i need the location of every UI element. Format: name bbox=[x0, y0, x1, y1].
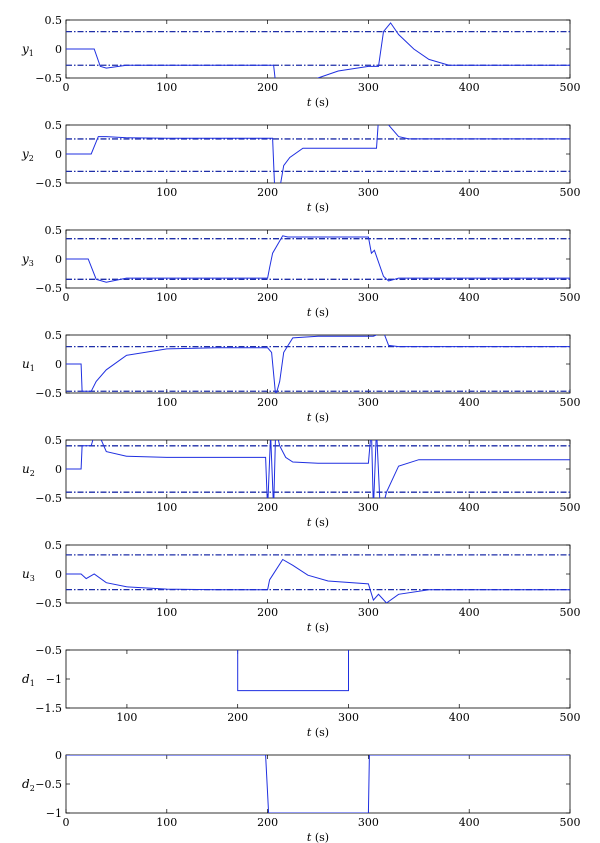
plot-frame bbox=[66, 755, 570, 813]
x-tick-label: 400 bbox=[458, 291, 480, 304]
y-tick-label: 0.5 bbox=[44, 119, 62, 132]
y-tick-label: 0 bbox=[55, 253, 62, 266]
panel-y2 bbox=[0, 105, 600, 214]
x-tick-label: 400 bbox=[458, 816, 480, 829]
x-tick-label: 500 bbox=[559, 186, 581, 199]
y-tick-label: 0.5 bbox=[44, 539, 62, 552]
y-tick-label: 0 bbox=[55, 358, 62, 371]
y-tick-label: −1.5 bbox=[35, 702, 62, 715]
y-tick-label: −0.5 bbox=[35, 387, 62, 400]
x-axis-label: t (s) bbox=[306, 831, 330, 843]
y-tick-label: 0 bbox=[55, 749, 62, 762]
y-tick-label: 0 bbox=[55, 43, 62, 56]
x-tick-label: 200 bbox=[257, 606, 279, 619]
x-tick-label: 300 bbox=[357, 81, 379, 94]
x-tick-label: 100 bbox=[156, 396, 178, 409]
x-tick-label: 300 bbox=[337, 711, 359, 724]
x-tick-label: 300 bbox=[357, 501, 379, 514]
series-line bbox=[66, 332, 570, 396]
series-line bbox=[66, 560, 570, 604]
x-axis-label: t (s) bbox=[306, 96, 330, 109]
x-tick-label: 0 bbox=[62, 291, 70, 304]
x-tick-label: 300 bbox=[357, 396, 379, 409]
x-tick-label: 300 bbox=[357, 816, 379, 829]
y-tick-label: −0.5 bbox=[35, 492, 62, 505]
panel-y3 bbox=[0, 210, 600, 319]
x-tick-label: 300 bbox=[357, 186, 379, 199]
x-tick-label: 100 bbox=[116, 711, 138, 724]
y-axis-label: $d_2$ bbox=[22, 777, 35, 793]
y-tick-label: −0.5 bbox=[35, 778, 62, 791]
panel-y1 bbox=[0, 0, 600, 109]
y-axis-label: $y_2$ bbox=[22, 147, 34, 163]
x-tick-label: 100 bbox=[156, 81, 178, 94]
x-tick-label: 100 bbox=[156, 291, 178, 304]
x-tick-label: 500 bbox=[559, 816, 581, 829]
series-line bbox=[66, 236, 570, 282]
x-tick-label: 100 bbox=[156, 186, 178, 199]
plot-frame bbox=[66, 125, 570, 183]
x-tick-label: 0 bbox=[62, 81, 70, 94]
x-tick-label: 400 bbox=[458, 186, 480, 199]
plot-frame bbox=[66, 20, 570, 78]
x-axis-label: t (s) bbox=[306, 411, 330, 424]
x-tick-label: 400 bbox=[448, 711, 470, 724]
y-axis-label: $u_3$ bbox=[22, 567, 35, 583]
y-tick-label: −0.5 bbox=[35, 282, 62, 295]
y-tick-label: 0.5 bbox=[44, 434, 62, 447]
y-tick-label: 0 bbox=[55, 568, 62, 581]
y-tick-label: 0 bbox=[55, 148, 62, 161]
x-tick-label: 200 bbox=[257, 81, 279, 94]
y-axis-label: $d_1$ bbox=[22, 672, 35, 688]
plot-frame bbox=[66, 335, 570, 393]
plot-frame bbox=[66, 440, 570, 498]
x-axis-label: t (s) bbox=[306, 621, 330, 634]
plot-frame bbox=[66, 650, 570, 708]
panel-u2 bbox=[0, 420, 600, 529]
x-tick-label: 500 bbox=[559, 711, 581, 724]
x-tick-label: 500 bbox=[559, 81, 581, 94]
x-axis-label: t (s) bbox=[306, 516, 330, 529]
x-tick-label: 500 bbox=[559, 606, 581, 619]
x-tick-label: 200 bbox=[227, 711, 249, 724]
y-tick-label: −0.5 bbox=[35, 177, 62, 190]
plot-frame bbox=[66, 545, 570, 603]
y-tick-label: −0.5 bbox=[35, 72, 62, 85]
x-tick-label: 400 bbox=[458, 396, 480, 409]
x-tick-label: 0 bbox=[62, 816, 70, 829]
x-tick-label: 200 bbox=[257, 396, 279, 409]
x-axis-label: t (s) bbox=[306, 306, 330, 319]
y-tick-label: −0.5 bbox=[35, 597, 62, 610]
panel-d1 bbox=[0, 630, 600, 739]
y-axis-label: $y_1$ bbox=[22, 42, 34, 58]
x-tick-label: 100 bbox=[156, 816, 178, 829]
x-tick-label: 400 bbox=[458, 81, 480, 94]
y-tick-label: 0.5 bbox=[44, 14, 62, 27]
x-tick-label: 400 bbox=[458, 501, 480, 514]
series-line bbox=[66, 428, 570, 515]
x-tick-label: 500 bbox=[559, 501, 581, 514]
y-tick-label: −0.5 bbox=[35, 644, 62, 657]
x-tick-label: 200 bbox=[257, 816, 279, 829]
series-line bbox=[66, 119, 570, 189]
x-tick-label: 500 bbox=[559, 291, 581, 304]
x-tick-label: 400 bbox=[458, 606, 480, 619]
x-axis-label: t (s) bbox=[306, 201, 330, 214]
series-line bbox=[66, 755, 570, 813]
x-tick-label: 200 bbox=[257, 291, 279, 304]
x-tick-label: 500 bbox=[559, 396, 581, 409]
y-tick-label: −1 bbox=[45, 807, 62, 820]
x-tick-label: 200 bbox=[257, 186, 279, 199]
panel-d2 bbox=[0, 735, 600, 843]
y-tick-label: −1 bbox=[45, 673, 62, 686]
series-line bbox=[66, 621, 570, 691]
x-tick-label: 100 bbox=[156, 501, 178, 514]
x-tick-label: 200 bbox=[257, 501, 279, 514]
panel-u3 bbox=[0, 525, 600, 634]
y-axis-label: $u_1$ bbox=[22, 357, 35, 373]
panel-u1 bbox=[0, 315, 600, 424]
y-tick-label: 0.5 bbox=[44, 329, 62, 342]
x-tick-label: 300 bbox=[357, 606, 379, 619]
y-axis-label: $u_2$ bbox=[22, 462, 35, 478]
y-tick-label: 0.5 bbox=[44, 224, 62, 237]
x-axis-label: t (s) bbox=[306, 726, 330, 739]
x-tick-label: 300 bbox=[357, 291, 379, 304]
y-axis-label: $y_3$ bbox=[22, 252, 34, 268]
x-tick-label: 100 bbox=[156, 606, 178, 619]
y-tick-label: 0 bbox=[55, 463, 62, 476]
